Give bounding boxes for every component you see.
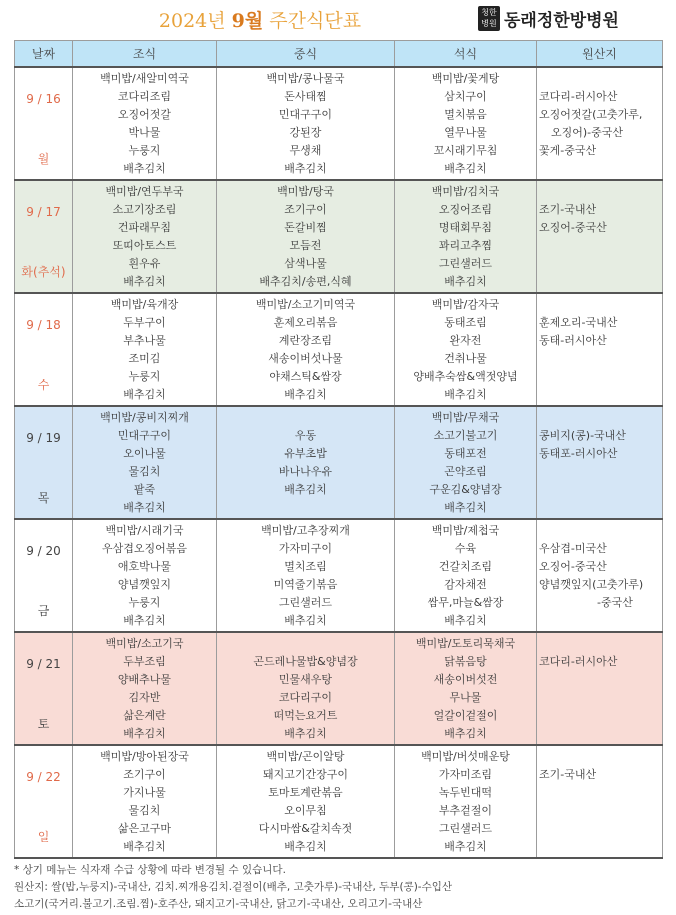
- menu-item: 두부조림: [123, 655, 166, 668]
- table-header-row: [15, 41, 663, 68]
- weekday-label: 화(추석): [21, 265, 66, 279]
- menu-item: 무나물: [449, 691, 482, 704]
- menu-item: 백미밥/새알미역국: [100, 72, 189, 85]
- breakfast-cell: [73, 180, 217, 293]
- menu-item: 백미밥/콩나물국: [266, 72, 345, 85]
- footnotes: [14, 862, 664, 913]
- menu-item: 물김치: [128, 465, 161, 478]
- menu-item: 백미밥/탕국: [277, 185, 334, 198]
- col-header-lunch: 중식: [217, 41, 395, 68]
- menu-item: 백미밥/고추장찌개: [261, 524, 350, 537]
- table-row: [15, 632, 663, 745]
- hospital-name: 동래정한방병원: [504, 11, 619, 31]
- weekday-label: 토: [37, 717, 50, 731]
- menu-item: 배추김치: [284, 840, 327, 853]
- menu-item: 꼬시래기무침: [433, 144, 498, 157]
- menu-item: 새송이버섯나물: [268, 352, 343, 365]
- menu-item: 삼색나물: [284, 257, 327, 270]
- menu-item: 백미밥/감자국: [431, 298, 500, 311]
- menu-item: 배추김치: [123, 727, 166, 740]
- menu-item: 배추김치: [123, 388, 166, 401]
- menu-item: 소고기장조림: [112, 203, 177, 216]
- menu-item: 배추김치: [444, 162, 487, 175]
- menu-item: 조미김: [128, 352, 161, 365]
- origin-item: 조기-국내산: [539, 768, 597, 781]
- table-row: [15, 519, 663, 632]
- table-row: [15, 406, 663, 519]
- origin-item: 오징어젓갈(고춧가루,: [539, 108, 643, 121]
- menu-item: 민대구구이: [117, 429, 172, 442]
- menu-item: 배추김치/송편,식혜: [259, 275, 352, 288]
- date-cell: [15, 180, 73, 293]
- menu-item: 배추김치: [444, 501, 487, 514]
- origin-item: 훈제오리-국내산: [539, 316, 618, 329]
- menu-item: [217, 635, 394, 653]
- lunch-cell: [217, 745, 395, 858]
- date-cell: [15, 632, 73, 745]
- origin-cell: [537, 406, 663, 519]
- col-header-origin: 원산지: [537, 41, 663, 68]
- menu-item: 감자채전: [444, 578, 487, 591]
- menu-item: 훈제오리볶음: [273, 316, 338, 329]
- menu-item: 배추김치: [444, 614, 487, 627]
- menu-item: 백미밥/무채국: [431, 411, 500, 424]
- menu-item: 오이무침: [284, 804, 327, 817]
- menu-item: 건취나물: [444, 352, 487, 365]
- origin-item: 오징어-중국산: [539, 221, 607, 234]
- date-cell: [15, 67, 73, 180]
- menu-item: 백미밥/꽃게탕: [431, 72, 500, 85]
- origin-cell: [537, 293, 663, 406]
- origin-item: -중국산: [597, 596, 633, 609]
- menu-item: 배추김치: [123, 275, 166, 288]
- menu-item: 양념깻잎지: [117, 578, 172, 591]
- origin-item: 콩비지(콩)-국내산: [539, 429, 626, 442]
- note-origin-2: 소고기(국거리.불고기.조림.찜)-호주산, 돼지고기-국내산, 닭고기-국내산, 오리고기-국내산: [14, 898, 423, 910]
- table-row: [15, 745, 663, 858]
- origin-item: 오징어-중국산: [539, 560, 607, 573]
- menu-item: 백미밥/버섯매운탕: [421, 750, 510, 763]
- menu-item: 오이나물: [123, 447, 166, 460]
- dinner-cell: [395, 745, 537, 858]
- lunch-cell: [217, 293, 395, 406]
- menu-item: 곤드레나물밥&양념장: [253, 655, 358, 668]
- menu-item: 백미밥/소고기미역국: [255, 298, 356, 311]
- menu-item: 그린샐러드: [438, 822, 493, 835]
- col-header-dinner: 석식: [395, 41, 537, 68]
- menu-item: 누룽지: [128, 144, 161, 157]
- lunch-cell: [217, 519, 395, 632]
- menu-item: 수육: [454, 542, 477, 555]
- breakfast-cell: [73, 67, 217, 180]
- menu-item: 배추김치: [123, 162, 166, 175]
- menu-item: 미역줄기볶음: [273, 578, 338, 591]
- menu-item: 동태포전: [444, 447, 487, 460]
- origin-item: 꽃게-중국산: [539, 144, 597, 157]
- menu-item: 완자전: [449, 334, 482, 347]
- lunch-cell: [217, 180, 395, 293]
- menu-item: 삶은고구마: [117, 822, 172, 835]
- menu-item: 양배추숙쌈&액젓양념: [413, 370, 518, 383]
- origin-cell: [537, 180, 663, 293]
- menu-item: 구운김&양념장: [429, 483, 502, 496]
- menu-item: 토마토계란볶음: [268, 786, 343, 799]
- menu-item: 코다리조림: [117, 90, 172, 103]
- menu-item: 백미밥/육개장: [110, 298, 179, 311]
- weekday-label: 일: [37, 830, 50, 844]
- menu-item: 얼갈이겉절이: [433, 709, 498, 722]
- dinner-cell: [395, 67, 537, 180]
- dinner-cell: [395, 406, 537, 519]
- menu-item: 다시마쌈&갈치속젓: [258, 822, 353, 835]
- menu-item: 배추김치: [284, 162, 327, 175]
- menu-item: 소고기불고기: [433, 429, 498, 442]
- col-header-date: 날짜: [15, 41, 73, 68]
- menu-item: 배추김치: [444, 840, 487, 853]
- menu-item: [217, 499, 394, 517]
- date-cell: [15, 406, 73, 519]
- menu-item: 애호박나물: [117, 560, 172, 573]
- menu-item: 바나나우유: [278, 465, 333, 478]
- menu-item: 떠먹는요거트: [273, 709, 338, 722]
- table-row: [15, 180, 663, 293]
- menu-item: 명태회무침: [438, 221, 493, 234]
- dinner-cell: [395, 519, 537, 632]
- menu-item: 쌈무,마늘&쌈장: [427, 596, 504, 609]
- menu-item: 곤약조림: [444, 465, 487, 478]
- date-number: 9 / 19: [26, 431, 61, 445]
- menu-item: 건갈치조림: [438, 560, 493, 573]
- menu-item: 흰우유: [128, 257, 161, 270]
- menu-item: 돼지고기간장구이: [262, 768, 348, 781]
- lunch-cell: [217, 632, 395, 745]
- lunch-cell: [217, 67, 395, 180]
- menu-item: 누룽지: [128, 596, 161, 609]
- origin-cell: [537, 632, 663, 745]
- menu-item: 부추나물: [123, 334, 166, 347]
- menu-item: 삶은계란: [123, 709, 166, 722]
- menu-item: 배추김치: [123, 840, 166, 853]
- hospital-logo: [478, 6, 619, 31]
- weekday-label: 금: [37, 604, 50, 618]
- menu-item: 계란장조림: [278, 334, 333, 347]
- origin-cell: [537, 67, 663, 180]
- weekly-menu-table: [14, 40, 663, 859]
- menu-item: 백미밥/김치국: [431, 185, 500, 198]
- menu-item: 배추김치: [284, 388, 327, 401]
- menu-item: 박나물: [128, 126, 161, 139]
- date-number: 9 / 20: [26, 544, 61, 558]
- note-change: * 상기 메뉴는 식자재 수급 상황에 따라 변경될 수 있습니다.: [14, 864, 286, 876]
- page-title: 2024년 9월 주간식단표: [158, 10, 362, 32]
- breakfast-cell: [73, 293, 217, 406]
- menu-item: 누룽지: [128, 370, 161, 383]
- origin-item: 양념깻잎지(고춧가루): [539, 578, 644, 591]
- menu-item: 민대구구이: [278, 108, 333, 121]
- menu-item: 무생채: [289, 144, 322, 157]
- lunch-cell: [217, 406, 395, 519]
- menu-item: 멸치볶음: [444, 108, 487, 121]
- menu-item: 멸치조림: [284, 560, 327, 573]
- menu-item: 백미밥/곤이알탕: [266, 750, 345, 763]
- menu-item: 새송이버섯전: [433, 673, 498, 686]
- menu-item: 야채스틱&쌈장: [269, 370, 342, 383]
- menu-item: 조기구이: [123, 768, 166, 781]
- menu-item: 동태조림: [444, 316, 487, 329]
- menu-item: 오징어조림: [438, 203, 493, 216]
- col-header-breakfast: 조식: [73, 41, 217, 68]
- origin-cell: [537, 519, 663, 632]
- menu-item: 두부구이: [123, 316, 166, 329]
- menu-item: 배추김치: [284, 614, 327, 627]
- menu-item: 닭볶음탕: [444, 655, 487, 668]
- menu-item: 삼치구이: [444, 90, 487, 103]
- menu-item: 배추김치: [444, 275, 487, 288]
- menu-item: 민물새우탕: [278, 673, 333, 686]
- menu-item: 배추김치: [444, 388, 487, 401]
- menu-item: 부추겉절이: [438, 804, 493, 817]
- menu-item: 배추김치: [284, 483, 327, 496]
- origin-item: 코다리-러시아산: [539, 90, 618, 103]
- menu-item: 배추김치: [123, 614, 166, 627]
- breakfast-cell: [73, 745, 217, 858]
- menu-item: 물김치: [128, 804, 161, 817]
- date-number: 9 / 16: [26, 92, 61, 106]
- table-row: [15, 67, 663, 180]
- menu-item: 배추김치: [284, 727, 327, 740]
- date-number: 9 / 22: [26, 770, 61, 784]
- menu-item: 백미밥/시래기국: [105, 524, 184, 537]
- menu-item: 우동: [294, 429, 317, 442]
- menu-item: 배추김치: [444, 727, 487, 740]
- menu-item: 백미밥/콩비지찌개: [100, 411, 189, 424]
- menu-item: 김자반: [128, 691, 161, 704]
- menu-item: 녹두빈대떡: [438, 786, 493, 799]
- menu-item: 백미밥/도토리묵채국: [415, 637, 516, 650]
- date-number: 9 / 17: [26, 205, 61, 219]
- menu-item: 배추김치: [123, 501, 166, 514]
- date-cell: [15, 519, 73, 632]
- menu-item: 강된장: [289, 126, 322, 139]
- breakfast-cell: [73, 406, 217, 519]
- menu-item: 돈갈비찜: [284, 221, 327, 234]
- hospital-emblem-icon: 청한 병원: [478, 6, 500, 31]
- menu-item: 가지나물: [123, 786, 166, 799]
- menu-item: 돈사태찜: [284, 90, 327, 103]
- menu-item: 우삼겹오징어볶음: [101, 542, 187, 555]
- menu-item: 코다리구이: [278, 691, 333, 704]
- menu-item: 또띠아토스트: [112, 239, 177, 252]
- weekday-label: 수: [37, 378, 50, 392]
- table-row: [15, 293, 663, 406]
- dinner-cell: [395, 180, 537, 293]
- menu-item: 백미밥/제첩국: [431, 524, 500, 537]
- menu-item: 가자미조림: [438, 768, 493, 781]
- origin-item: 코다리-러시아산: [539, 655, 618, 668]
- menu-item: 건파래무침: [117, 221, 172, 234]
- origin-item: 동태포-러시아산: [539, 447, 618, 460]
- weekday-label: 목: [37, 491, 50, 505]
- menu-item: 가자미구이: [278, 542, 333, 555]
- menu-item: 백미밥/소고기국: [105, 637, 184, 650]
- origin-item: 오징어)-중국산: [551, 126, 624, 139]
- menu-item: 오징어젓갈: [117, 108, 172, 121]
- date-cell: [15, 293, 73, 406]
- menu-item: 그린샐러드: [438, 257, 493, 270]
- menu-item: 그린샐러드: [278, 596, 333, 609]
- dinner-cell: [395, 632, 537, 745]
- menu-item: 열무나물: [444, 126, 487, 139]
- origin-item: 우삼겹-미국산: [539, 542, 607, 555]
- menu-item: 모듬전: [289, 239, 322, 252]
- menu-item: 백미밥/방아된장국: [100, 750, 189, 763]
- menu-item: 꽈리고추찜: [438, 239, 493, 252]
- menu-item: 유부초밥: [284, 447, 327, 460]
- weekday-label: 월: [37, 152, 50, 166]
- dinner-cell: [395, 293, 537, 406]
- origin-item: 조기-국내산: [539, 203, 597, 216]
- origin-item: 동태-러시아산: [539, 334, 607, 347]
- note-origin-1: 원산지: 쌀(밥,누룽지)-국내산, 김치.찌개용김치.겉절이(배추, 고춧가루)-국내산, 두부(콩)-수입산: [14, 881, 453, 893]
- breakfast-cell: [73, 632, 217, 745]
- breakfast-cell: [73, 519, 217, 632]
- menu-item: 팥죽: [133, 483, 156, 496]
- menu-item: 양배추나물: [117, 673, 172, 686]
- menu-item: 백미밥/연두부국: [105, 185, 184, 198]
- date-number: 9 / 18: [26, 318, 61, 332]
- menu-item: [217, 409, 394, 427]
- date-cell: [15, 745, 73, 858]
- menu-item: 조기구이: [284, 203, 327, 216]
- date-number: 9 / 21: [26, 657, 61, 671]
- origin-cell: [537, 745, 663, 858]
